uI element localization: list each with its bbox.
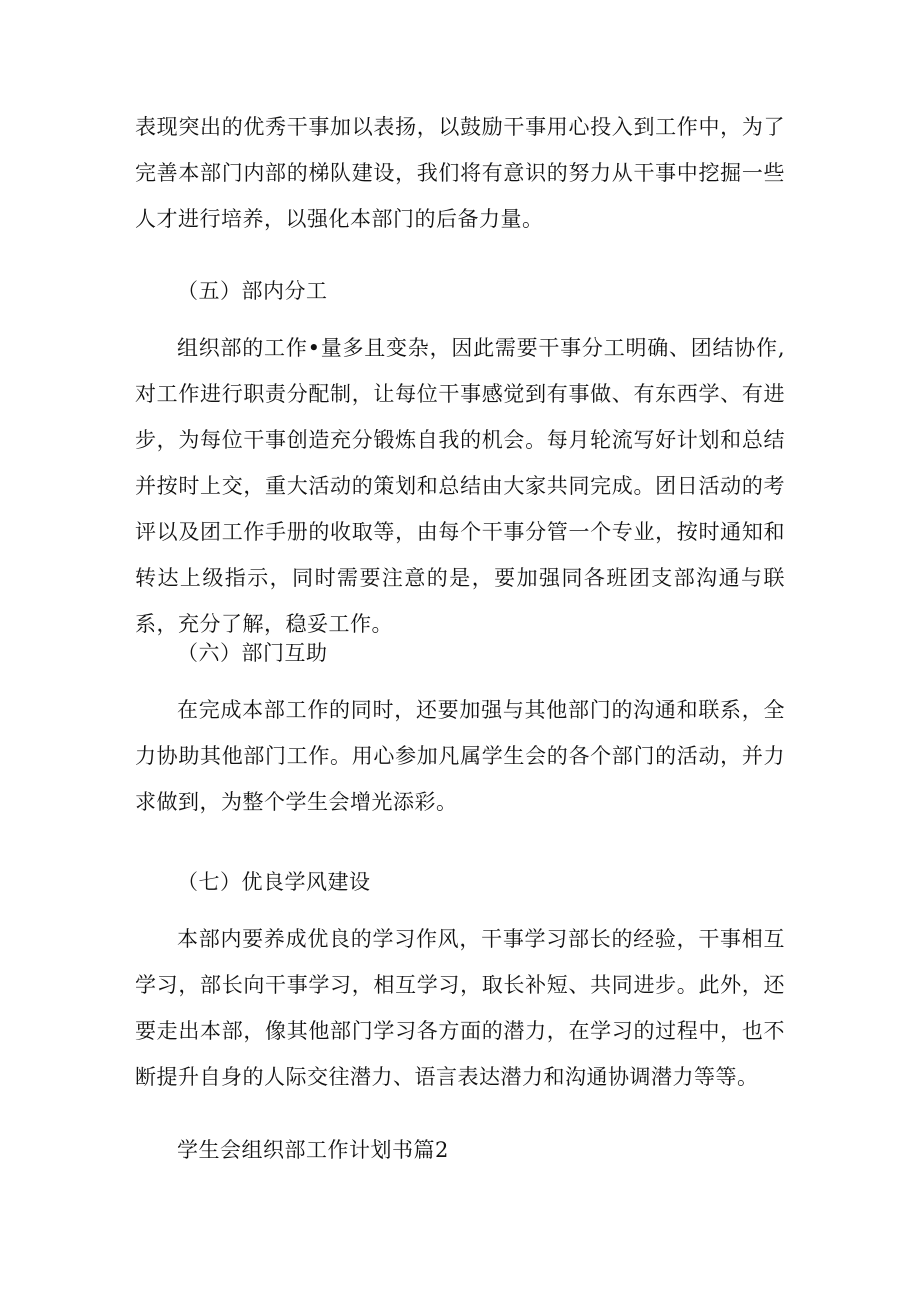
continuation-paragraph: 表现突出的优秀干事加以表扬，以鼓励干事用心投入到工作中，为了完善本部门内部的梯队建设，我们将有意识的努力从干事中挖掘一些人才进行培养，以强化本部门的后备力量。 [135,115,785,231]
next-section-title: 学生会组织部工作计划书篇2 [177,1138,449,1162]
section-body-division-of-labor: 组织部的工作•量多且变杂，因此需要干事分工明确、团结协作,对工作进行职责分配制，让每位干事感觉到有事做、有东西学、有进步，为每位干事创造充分锻炼自我的机会。每月轮流写好计划和总结并按时上交，重大活动的策划和总结由大家共同完成。团日活动的考评以及团工作手册的收取等，由每个干事分管一个专业，按时通知和转达上级指示，同时需要注意的是，要加强同各班团支部沟通与联系，充分了解，稳妥工作。 [135,336,785,636]
section-heading-study-style: （七）优良学风建设 [177,870,371,894]
section-body-mutual-assistance: 在完成本部工作的同时，还要加强与其他部门的沟通和联系，全力协助其他部门工作。用心参加凡属学生会的各个部门的活动，并力求做到，为整个学生会增光添彩。 [135,698,785,814]
section-heading-division-of-labor: （五）部内分工 [177,279,328,303]
section-body-study-style: 本部内要养成优良的学习作风，干事学习部长的经验，干事相互学习，部长向干事学习，相互学习，取长补短、共同进步。此外，还要走出本部，像其他部门学习各方面的潜力，在学习的过程中，也不断提升自身的人际交往潜力、语言表达潜力和沟通协调潜力等等。 [135,927,785,1089]
section-heading-mutual-assistance: （六）部门互助 [177,641,328,665]
